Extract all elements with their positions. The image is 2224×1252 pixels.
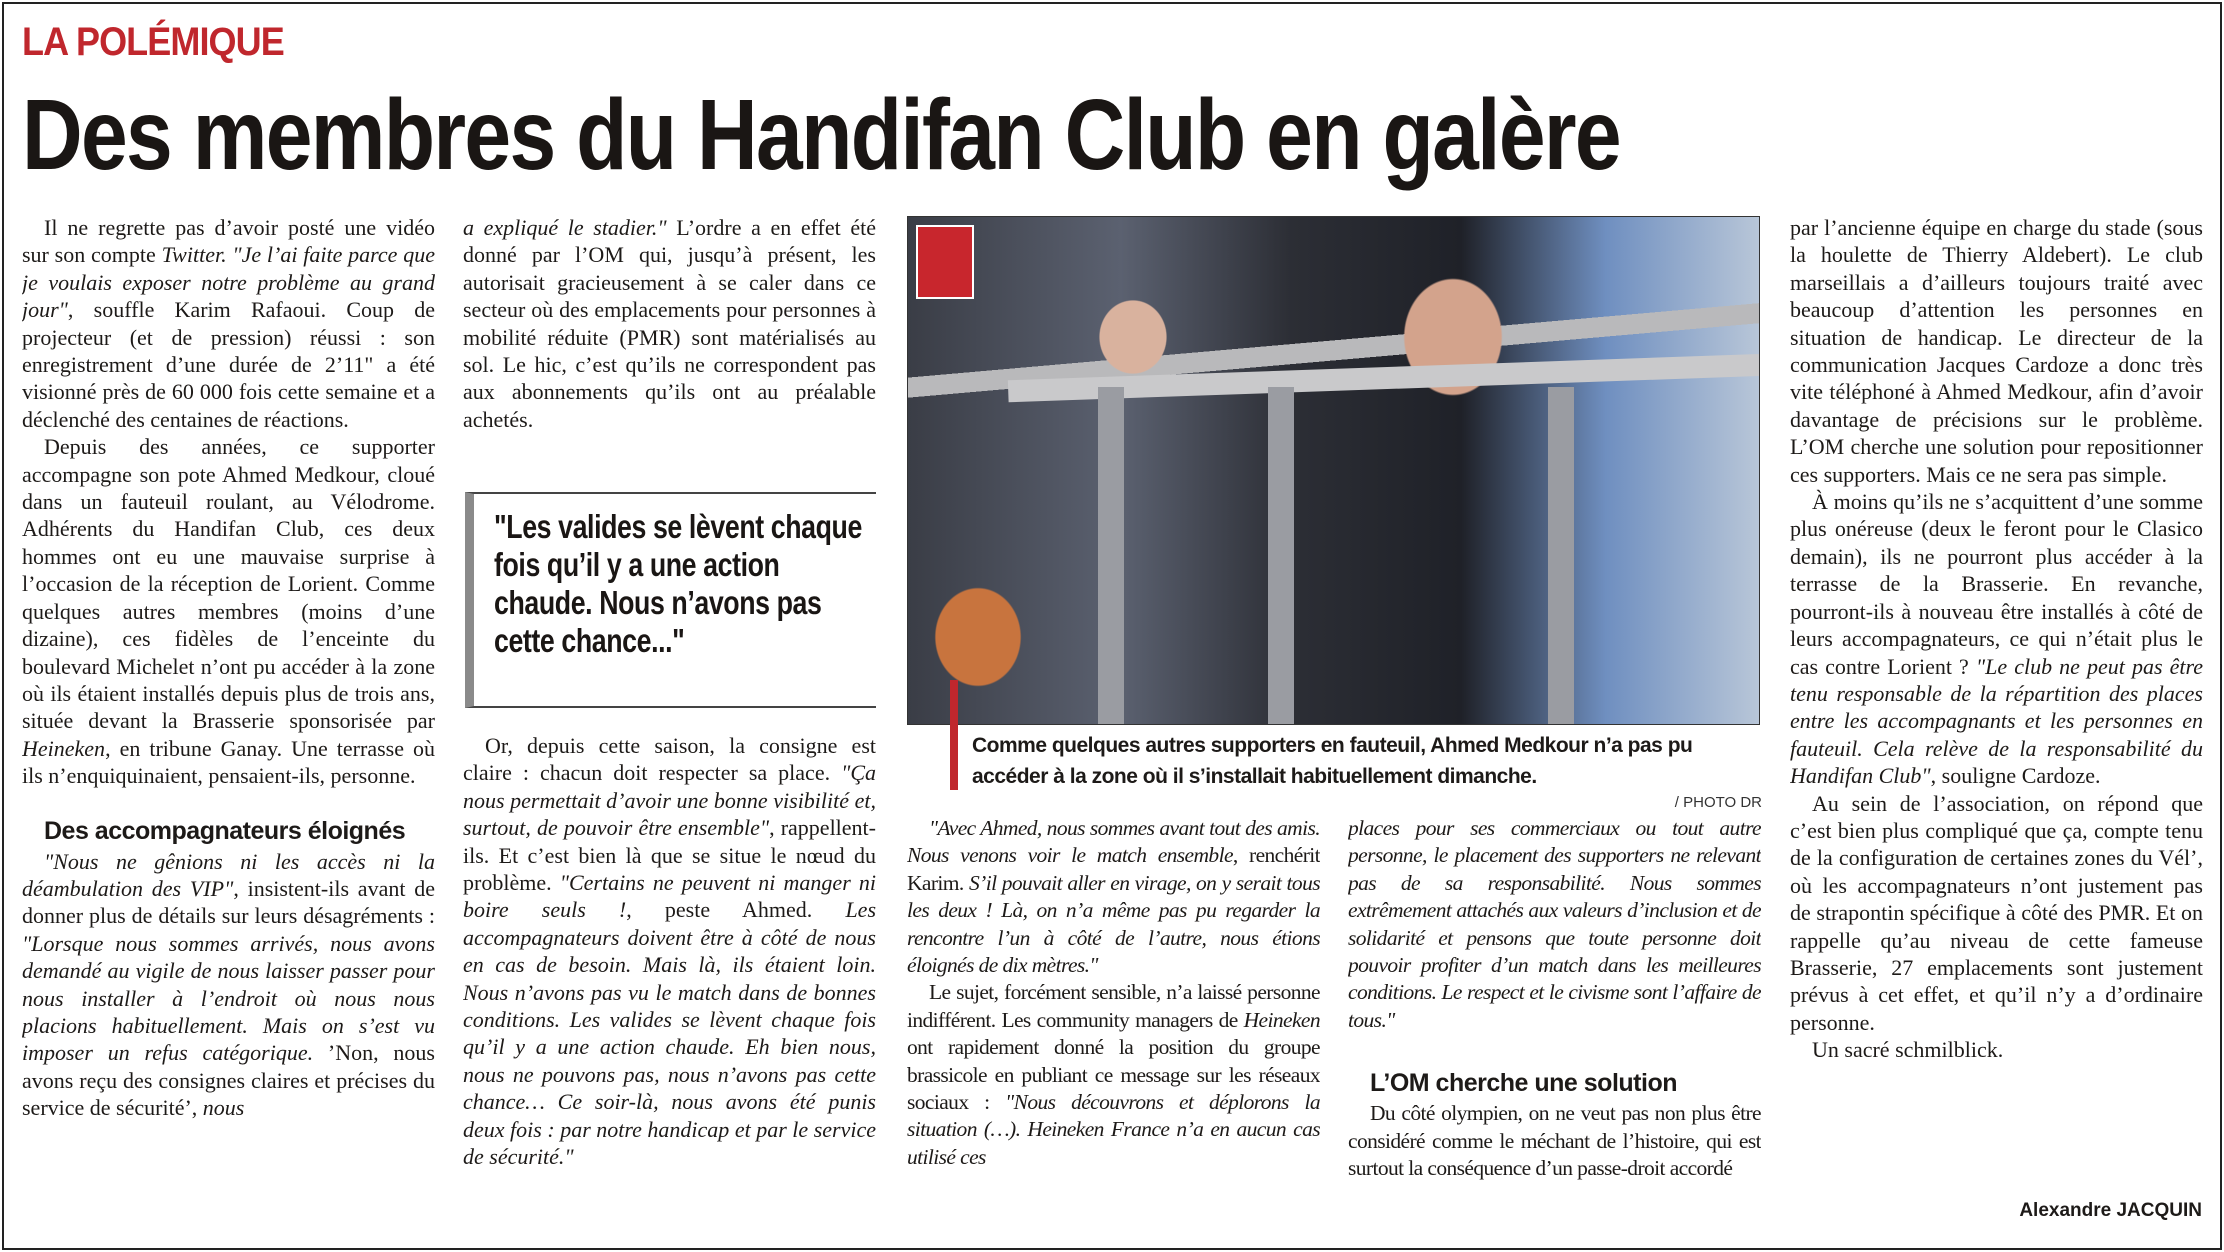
body-text: Or, depuis cette saison, la consigne est claire : chacun doit respecter sa place. [463,733,876,786]
article-column-2-top [463,214,876,464]
italic-quote-text: "Ça nous permettait d’avoir une bonne visibilité et, surtout, de pouvoir être ensemble" [463,760,876,841]
article-column-4 [1348,815,1761,1230]
article-paragraph [22,848,435,1122]
body-text: , en tribune Ganay. Une terrasse où ils n’enquiquinaient, pensaient-ils, personne. [22,735,435,789]
italic-quote-text: "Avec Ahmed, nous sommes avant tout des amis. Nous venons voir le match ensemble [907,816,1320,868]
italic-quote-text: a expliqué le stadier." [463,215,667,240]
body-text: , renchérit Karim. [907,843,1320,895]
photo-post [1548,387,1574,725]
article-paragraph [1790,214,2203,488]
article-photo [907,216,1760,725]
body-text: Le sujet, forcément sensible, n’a laissé personne indifférent. Les community managers de [907,980,1320,1032]
body-text: , souffle Karim Rafaoui. Coup de projecteur (et de pression) réussi : son enregistrement d’une durée de 2’11" a été visionné près de 60 000 fois cette semaine et a déclenché des centaines de réactions. [22,297,435,432]
italic-quote-text: "Nous découvrons et déplorons la situation (…). Heineken France n’a en aucun cas utilisé ces [907,1090,1320,1169]
article-paragraph [907,815,1320,979]
photo-credit: / PHOTO DR [1674,794,1762,811]
italic-quote-text: places pour ses commerciaux ou tout autre personne, le placement des supporters ne relevant pas de sa responsabilité. Nous sommes extrêmement attachés aux valeurs d’inclusion et de solidarité et pensons que toute personne doit pouvoir profiter d’un match dans les meilleures conditions. Le respect et le civisme sont l’affaire de tous." [1348,816,1761,1032]
body-text: Du côté olympien, on ne veut pas non plus être considéré comme le méchant de l’histoire, qui est surtout la conséquence d’un passe-droit accordé [1348,1101,1761,1181]
italic-quote-text: "Certains ne peuvent ni manger ni boire seuls ! [463,870,876,923]
body-text: ’Non, nous avons reçu des consignes claires et précises du service de sécurité’, [22,1040,435,1121]
italic-quote-text: "Lorsque nous sommes arrivés, nous avons demandé au vigile de nous laisser passer pour nous installer à l’endroit où nous nous placions habituellement. Mais on s’est vu imposer un refus catégorique. [22,930,435,1066]
article-column-5 [1790,214,2203,1194]
article-paragraph [463,214,876,433]
italic-quote-text: "Nous ne gênions ni les accès ni la déambulation des VIP" [22,848,435,901]
pull-quote-text: "Les valides se lèvent chaque fois qu’il y a une action chaude. Nous n’avons pas cette chance..." [494,508,862,659]
article-paragraph [1790,488,2203,789]
section-kicker: LA POLÉMIQUE [22,20,284,64]
article-paragraph [22,433,435,789]
article-paragraph [1348,1100,1761,1182]
article-column-3 [907,815,1320,1230]
pull-quote [465,492,876,708]
col2-paragraphs [463,214,876,433]
photo-caption: Comme quelques autres supporters en fauteuil, Ahmed Medkour n’a pas pu accéder à la zone où il s’installait habituellement dimanche. [972,734,1693,788]
italic-quote-text: Twitter. "Je l’ai faite parce que je voulais exposer notre problème au grand jour" [22,242,435,323]
article-paragraph [907,979,1320,1171]
photo-post [1268,387,1294,725]
headline: Des membres du Handifan Club en galère [22,79,1620,191]
caption-accent-bar [950,680,958,790]
col3-paragraphs [907,815,1320,1171]
body-text: par l’ancienne équipe en charge du stade (sous la houlette de Thierry Aldebert). Le club marseillais a d’ailleurs toujours traité avec beaucoup d’attention les personnes en situation de handicap. Le directeur de la communication Jacques Cardoze a donc très vite téléphoné à Ahmed Medkour, afin d’avoir davantage de précisions sur le problème. L’OM cherche une solution pour repositionner ces supporters. Mais ce ne sera pas simple. [1790,215,2203,487]
subhead-om-solution: L’OM cherche une solution [1370,1069,1677,1098]
photo-post [1098,387,1124,725]
body-text: , rappellent-ils. Et c’est bien là que se situe le nœud du problème. [463,815,876,896]
col1-paragraphs-after-subhead [22,848,435,1122]
body-text: , peste Ahmed. [626,897,846,923]
col1-paragraphs [22,214,435,790]
article-column-1 [22,214,435,1228]
italic-quote-text: S’il pouvait aller en virage, on y serait tous les deux ! Là, on n’a même pas pu regarder la rencontre l’un à côté de l’autre, nous étions éloignés de dix mètres." [907,870,1320,978]
article-column-2-bottom [463,732,876,1222]
article-paragraph [463,732,876,1171]
italic-quote-text: nous [202,1095,245,1121]
body-text: , insistent-ils avant de donner plus de détails sur leurs désagréments : [22,875,435,929]
subhead-accompagnateurs: Des accompagnateurs éloignés [44,816,406,845]
col4-paragraphs [1348,815,1761,1034]
author-byline: Alexandre JACQUIN [2019,1200,2202,1221]
italic-quote-text: Les accompagnateurs doivent être à côté de nous en cas de besoin. Mais là, ils étaient loin. Nous n’avons pas vu le match dans de bonnes conditions. Les valides se lèvent chaque fois qu’il y a une action chaude. Eh bien nous, nous ne pouvons pas, nous n’avons pas cette chance… Ce soir-là, nous avons été punis deux fois : par notre handicap et par le service de sécurité." [463,897,876,1170]
col5-paragraphs [1790,214,2203,1064]
body-text: Un sacré schmilblick. [1812,1037,2004,1063]
col4-paragraphs-after-subhead [1348,1100,1761,1182]
article-paragraph [1790,1036,2203,1063]
article-paragraph [1348,815,1761,1034]
body-text: , souligne Cardoze. [1930,763,2101,789]
body-text: ont rapidement donné la position du groupe brassicole en publiant ce message sur les réseaux sociaux : [907,1035,1320,1115]
article-paragraph [22,214,435,433]
italic-quote-text: Heineken [22,735,106,761]
article-paragraph [1790,790,2203,1037]
body-text: Il ne regrette pas d’avoir posté une vidéo sur son compte [22,215,435,268]
italic-quote-text: "Le club ne peut pas être tenu responsable de la répartition des places entre les accompagnants et les personnes en fauteuil. Cela relève de la responsabilité du Handifan Club" [1790,653,2203,789]
italic-quote-text: Heineken [1243,1007,1320,1032]
col2-paragraphs-bottom [463,732,876,1171]
body-text: À moins qu’ils ne s’acquittent d’une somme plus onéreuse (deux le feront pour le Clasico demain), ils ne pourront plus accéder à la terrasse de la Brasserie. En revanche, pourront-ils à nouveau être installés à côté de leurs accompagnateurs, ce qui n’était plus le cas contre Lorient ? [1790,489,2203,679]
body-text: L’ordre a en effet été donné par l’OM qui, jusqu’à présent, les autorisait gracieusement à se caler dans ce secteur où des emplacements pour personnes à mobilité réduite (PMR) sont matérialisés au sol. Le hic, c’est qu’ils ne correspondent pas aux abonnements qu’ils ont au préalable achetés. [463,215,876,432]
body-text: Au sein de l’association, on répond que c’est bien plus compliqué que ça, compte tenu de la configuration de certaines zones du Vél’, où les accompagnateurs n’ont justement pas de strapontin spécifique à côté des PMR. Et on rappelle qu’au niveau de cette fameuse Brasserie, 27 emplacements sont justement prévus à cet effet, et qu’il n’y a d’ordinaire personne. [1790,790,2203,1035]
bank-logo-in-photo [916,225,974,299]
body-text: Depuis des années, ce supporter accompagne son pote Ahmed Medkour, cloué dans un fauteuil roulant, au Vélodrome. Adhérents du Handifan Club, ces deux hommes ont eu une mauvaise surprise à l’occasion de la réception de Lorient. Comme quelques autres membres (moins d’une dizaine), ces fidèles de l’enceinte du boulevard Michelet n’ont pu accéder à la zone où ils étaient installés depuis plus de trois ans, située devant la Brasserie sponsorisée par [22,434,435,734]
